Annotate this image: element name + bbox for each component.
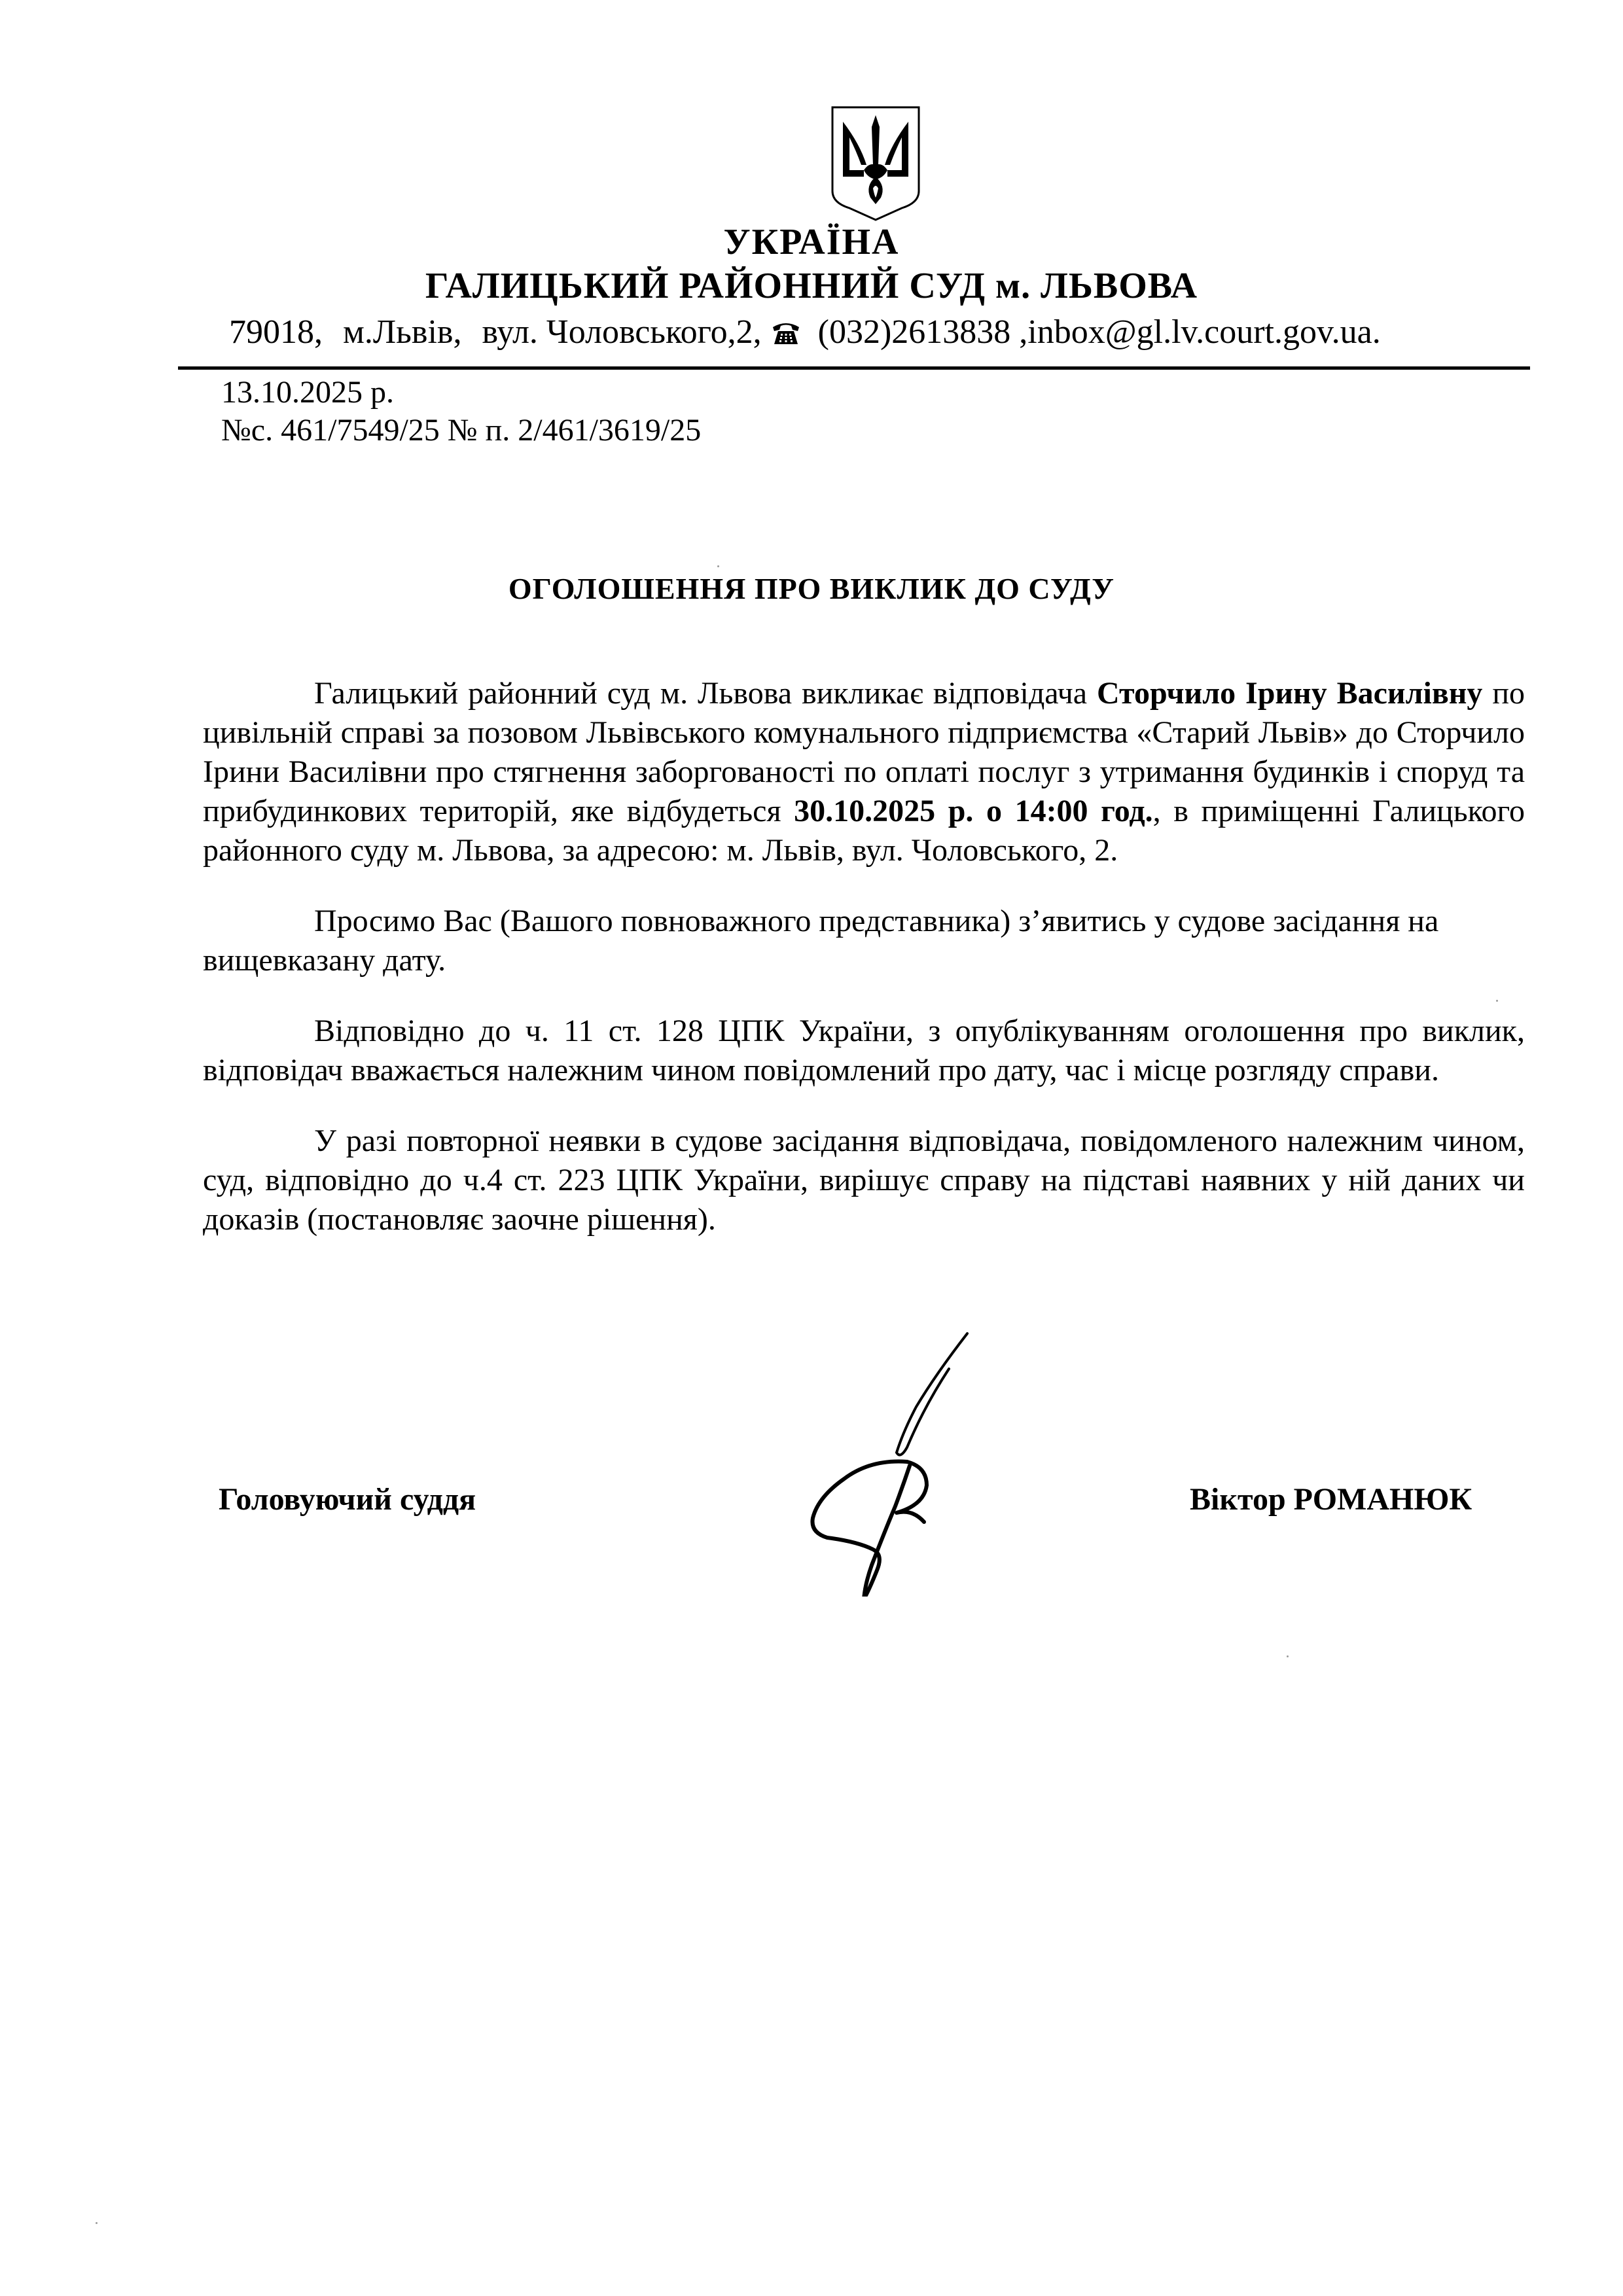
handwritten-signature — [772, 1322, 1008, 1597]
court-phone: (032)2613838 — [817, 313, 1011, 351]
paragraph-summons — [203, 674, 1525, 870]
scan-speck — [96, 2222, 98, 2224]
court-address-line — [229, 311, 1486, 353]
document-title: ОГОЛОШЕННЯ ПРО ВИКЛИК ДО СУДУ — [508, 572, 1115, 605]
hearing-datetime: 30.10.2025 р. о 14:00 год. — [794, 794, 1153, 828]
document-date: 13.10.2025 р. — [221, 375, 394, 410]
claim-text: по цивільній справі за позовом Львівського комунального підприємства «Старий Львів» до Сторчило Ірини Василівни про стягнення заборгованості по оплаті послуг з утримання будинків і споруд та прибудинкових територій, яке відбудеться — [203, 676, 1525, 828]
case-numbers: №с. 461/7549/25 № п. 2/461/3619/25 — [221, 413, 702, 448]
country-heading: УКРАЇНА — [723, 222, 900, 262]
document-body — [203, 674, 1525, 1271]
court-city: м. ЛЬВОВА — [995, 266, 1198, 306]
presiding-judge-title: Головуючий суддя — [219, 1482, 476, 1517]
judge-name: Віктор РОМАНЮК — [1190, 1482, 1472, 1517]
summons-text: Галицький районний суд м. Львова викликає відповідача — [314, 676, 1097, 711]
paragraph-legal-notice: Відповідно до ч. 11 ст. 128 ЦПК України, з опублікуванням оголошення про виклик, відповідач вважається належним чином повідомлений про дату, час і місце розгляду справи. — [203, 1014, 1525, 1087]
paragraph-request-appearance: Просимо Вас (Вашого повноважного представника) з’явитись у судове засідання на вищевказану дату. — [203, 904, 1439, 978]
court-email: ,inbox@gl.lv.court.gov.ua. — [1019, 313, 1381, 351]
address-city: м.Львів, — [343, 313, 462, 351]
trident-coat-of-arms-icon — [830, 105, 921, 221]
court-name: ГАЛИЦЬКИЙ РАЙОННИЙ СУД — [425, 266, 986, 306]
scan-speck — [1496, 1000, 1498, 1002]
court-name-heading — [0, 264, 1623, 308]
postal-code: 79018, — [229, 313, 323, 351]
telephone-icon — [772, 319, 800, 345]
header-divider — [178, 366, 1530, 370]
paragraph-default-judgment: У разі повторної неявки в судове засідання відповідача, повідомленого належним чином, суд, відповідно до ч.4 ст. 223 ЦПК України, вирішує справу на підставі наявних у ній даних чи доказів (постановляє заочне рішення). — [203, 1123, 1525, 1237]
address-street: вул. Чоловського,2, — [482, 313, 762, 351]
defendant-name: Сторчило Ірину Василівну — [1096, 676, 1483, 711]
hearing-location: , в приміщенні Галицького районного суду м. Львова, за адресою: м. Львів, вул. Чоловського, 2. — [203, 794, 1525, 868]
scan-speck — [1287, 1655, 1289, 1657]
scan-speck — [717, 565, 719, 567]
